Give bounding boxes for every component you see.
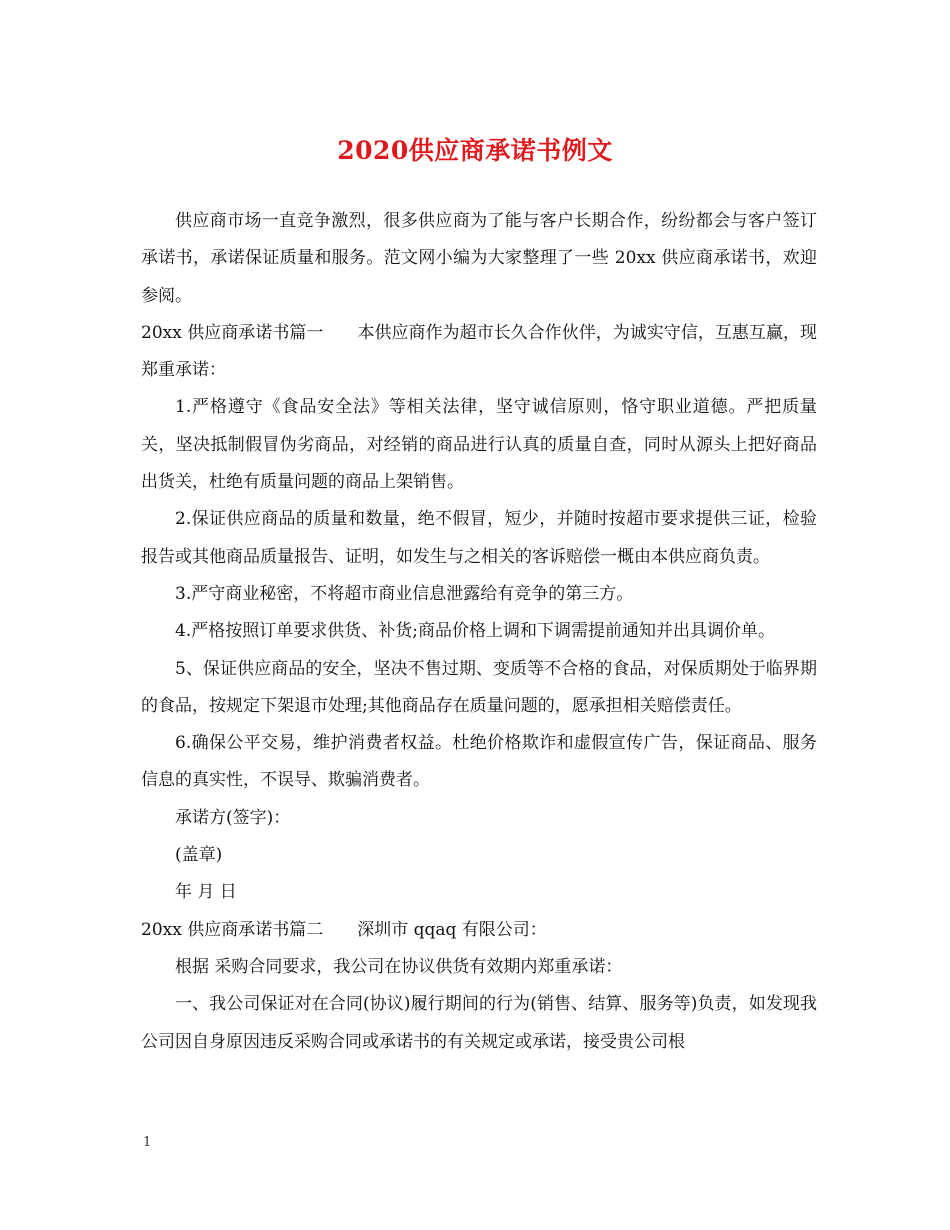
paragraph: 20xx 供应商承诺书篇二 深圳市 qqaq 有限公司： xyxy=(141,919,547,940)
paragraph: 20xx 供应商承诺书篇一 本供应商作为超市长久合作伙伴，为诚实守信，互惠互赢，现郑重承诺： xyxy=(141,322,817,381)
paragraph: 承诺方(签字)： xyxy=(175,807,291,828)
page-number: 1 xyxy=(143,1135,152,1150)
document-title: 2020供应商承诺书例文 xyxy=(337,136,613,165)
paragraph: 4.严格按照订单要求供货、补货;商品价格上调和下调需提前通知并出具调价单。 xyxy=(175,621,775,642)
paragraph: (盖章) xyxy=(175,845,223,866)
paragraph: 根据 采购合同要求，我公司在协议供货有效期内郑重承诺： xyxy=(175,956,623,977)
paragraph: 1.严格遵守《食品安全法》等相关法律，坚守诚信原则，恪守职业道德。严把质量关，坚决抵制假冒伪劣商品，对经销的商品进行认真的质量自查，同时从源头上把好商品出货关，杜绝有质量问题的商品上架销售。 xyxy=(141,397,817,493)
document-body xyxy=(141,203,817,1061)
paragraph: 6.确保公平交易，维护消费者权益。杜绝价格欺诈和虚假宣传广告，保证商品、服务信息的真实性，不误导、欺骗消费者。 xyxy=(141,733,817,791)
paragraph: 一、我公司保证对在合同(协议)履行期间的行为(销售、结算、服务等)负责，如发现我公司因自身原因违反采购合同或承诺书的有关规定或承诺，接受贵公司根 xyxy=(141,994,817,1052)
paragraph: 2.保证供应商品的质量和数量，绝不假冒，短少，并随时按超市要求提供三证，检验报告或其他商品质量报告、证明，如发生与之相关的客诉赔偿一概由本供应商负责。 xyxy=(141,509,817,567)
paragraph: 年 月 日 xyxy=(175,882,237,903)
paragraph: 5、保证供应商品的安全，坚决不售过期、变质等不合格的食品，对保质期处于临界期的食品，按规定下架退市处理;其他商品存在质量问题的，愿承担相关赔偿责任。 xyxy=(141,658,817,716)
paragraph: 3.严守商业秘密，不将超市商业信息泄露给有竞争的第三方。 xyxy=(175,583,634,604)
paragraph: 供应商市场一直竞争激烈，很多供应商为了能与客户长期合作，纷纷都会与客户签订承诺书，承诺保证质量和服务。范文网小编为大家整理了一些 20xx 供应商承诺书，欢迎参阅。 xyxy=(141,211,817,306)
